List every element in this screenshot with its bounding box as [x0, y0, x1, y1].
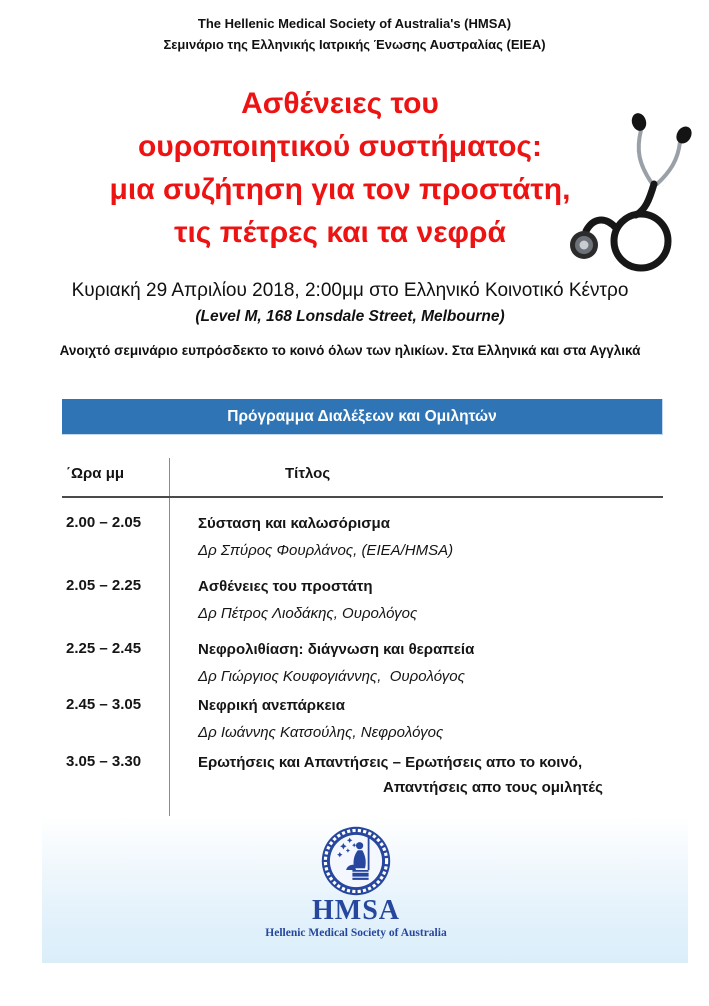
- row-talk-title: Σύσταση και καλωσόρισμα: [198, 515, 390, 532]
- row-talk-title-line2: Απαντήσεις απο τους ομιλητές: [383, 779, 603, 796]
- title-line-4: τις πέτρες και τα νεφρά: [174, 216, 506, 249]
- org-name-english: The Hellenic Medical Society of Australia's (HMSA): [197, 16, 512, 31]
- program-banner: [62, 399, 663, 435]
- event-datetime: Κυριακή 29 Απριλίου 2018, 2:00μμ στο Ελληνικό Κοινοτικό Κέντρο: [71, 280, 629, 301]
- row-talk-title: Νεφρολιθίαση: διάγνωση και θεραπεία: [198, 641, 475, 658]
- row-time: 2.00 – 2.05: [66, 514, 142, 531]
- program-banner-title: Πρόγραμμα Διαλέξεων και Ομιλητών: [227, 407, 497, 425]
- row-time: 3.05 – 3.30: [66, 753, 142, 770]
- event-venue: (Level M, 168 Lonsdale Street, Melbourne): [195, 308, 505, 325]
- organisation-header: [0, 13, 709, 55]
- title-line-3: μια συζήτηση για τον προστάτη,: [109, 173, 571, 206]
- column-header-title: Τίτλος: [285, 465, 331, 482]
- table-vertical-divider: [169, 458, 170, 846]
- table-header-rule: [62, 496, 663, 498]
- row-talk-title: Νεφρική ανεπάρκεια: [198, 697, 345, 714]
- hmsa-emblem-icon: [320, 825, 392, 897]
- row-speaker: Δρ Σπύρος Φουρλάνος, (ΕΙΕΑ/HMSA): [198, 542, 454, 559]
- row-speaker: Δρ Πέτρος Λιοδάκης, Ουρολόγος: [198, 605, 418, 622]
- row-time: 2.25 – 2.45: [66, 640, 142, 657]
- event-note: Ανοιχτό σεμινάριο ευπρόσδεκτο το κοινό όλων των ηλικίων. Στα Ελληνικά και στα Αγγλικά: [59, 343, 641, 358]
- column-header-time: ΄Ωρα μμ: [66, 465, 125, 482]
- logo-caption: Hellenic Medical Society of Australia: [265, 927, 447, 939]
- title-line-1: Ασθένειες του: [241, 87, 439, 120]
- row-talk-title: Ερωτήσεις και Απαντήσεις – Ερωτήσεις απο το κοινό,: [198, 754, 583, 771]
- title-line-2: ουροποιητικού συστήματος:: [137, 130, 543, 163]
- stethoscope-icon: [557, 98, 707, 290]
- row-speaker: Δρ Γιώργιος Κουφογιάννης, Ουρολόγος: [198, 668, 465, 685]
- logo-acronym: HMSA: [312, 895, 400, 926]
- row-talk-title: Ασθένειες του προστάτη: [198, 578, 373, 595]
- org-name-greek: Σεμινάριο της Ελληνικής Ιατρικής Ένωσης Αυστραλίας (ΕΙΕΑ): [163, 37, 546, 52]
- row-time: 2.45 – 3.05: [66, 696, 142, 713]
- row-time: 2.05 – 2.25: [66, 577, 142, 594]
- row-speaker: Δρ Ιωάννης Κατσούλης, Νεφρολόγος: [198, 724, 444, 741]
